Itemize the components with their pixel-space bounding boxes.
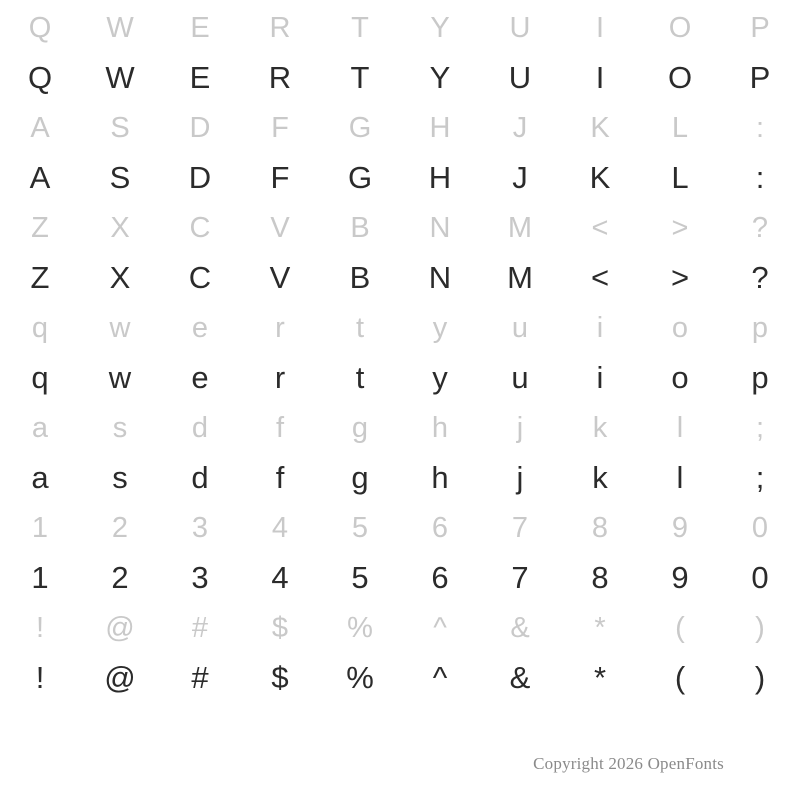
glyph-cell-dark: e [191,360,209,395]
glyph-cell-light: A [30,112,50,144]
glyph-cell-light: V [270,212,290,244]
glyph-cell-light: < [591,212,609,244]
character-row-light [0,206,800,250]
glyph-cell-dark: & [509,660,531,695]
glyph-cell-dark: * [593,660,607,695]
glyph-cell-light: D [189,112,211,144]
glyph-cell-light: F [271,112,289,144]
glyph-cell-dark: $ [271,660,289,695]
glyph-cell-light: ^ [433,612,447,644]
glyph-cell-dark: 6 [431,560,449,595]
glyph-cell-dark: A [29,160,51,195]
character-row-group [0,6,800,106]
glyph-cell-dark: s [112,460,128,495]
glyph-cell-light: @ [105,612,135,644]
character-row-dark [0,250,800,306]
glyph-cell-dark: R [268,60,292,95]
glyph-cell-light: W [106,12,134,44]
glyph-cell-light: j [516,412,524,444]
glyph-cell-light: U [509,12,531,44]
glyph-cell-light: P [750,12,770,44]
glyph-cell-dark: G [347,160,373,195]
glyph-cell-light: Q [28,12,52,44]
glyph-cell-light: 7 [511,512,529,544]
glyph-cell-dark: Z [30,260,50,295]
glyph-cell-dark: 2 [111,560,129,595]
glyph-cell-dark: g [351,460,369,495]
glyph-cell-light: > [671,212,689,244]
glyph-cell-light: % [347,612,373,644]
character-row-light [0,606,800,650]
character-row-light [0,406,800,450]
glyph-cell-light: I [595,12,605,44]
glyph-cell-dark: ; [755,460,765,495]
glyph-cell-light: J [512,112,528,144]
glyph-cell-light: 2 [111,512,129,544]
glyph-cell-dark: % [346,660,374,695]
glyph-cell-dark: W [105,60,135,95]
glyph-cell-light: H [429,112,451,144]
glyph-cell-dark: V [269,260,291,295]
glyph-cell-dark: H [428,160,452,195]
character-row-dark [0,650,800,706]
glyph-cell-dark: X [109,260,131,295]
character-row-dark [0,450,800,506]
glyph-cell-dark: 4 [271,560,289,595]
glyph-cell-light: R [269,12,291,44]
glyph-cell-dark: D [188,160,212,195]
glyph-cell-dark: C [188,260,212,295]
glyph-cell-light: 4 [271,512,289,544]
character-row-group [0,406,800,506]
glyph-cell-dark: N [428,260,452,295]
glyph-cell-dark: a [31,460,49,495]
glyph-cell-dark: f [275,460,285,495]
glyph-cell-dark: P [749,60,771,95]
glyph-cell-light: $ [271,612,289,644]
glyph-cell-dark: o [671,360,689,395]
glyph-cell-dark: I [595,60,605,95]
glyph-cell-light: B [350,212,370,244]
glyph-cell-dark: l [676,460,684,495]
glyph-cell-dark: y [432,360,448,395]
glyph-cell-light: q [31,312,49,344]
glyph-cell-light: 5 [351,512,369,544]
glyph-cell-dark: ) [754,660,766,695]
character-row-group [0,306,800,406]
glyph-cell-light: i [596,312,604,344]
glyph-cell-light: 0 [751,512,769,544]
copyright-notice: Copyright 2026 OpenFonts [533,754,724,773]
character-row-light [0,106,800,150]
character-row-group [0,206,800,306]
glyph-cell-light: g [351,412,369,444]
glyph-cell-light: ! [35,612,45,644]
glyph-cell-light: & [510,612,530,644]
character-row-dark [0,50,800,106]
glyph-cell-dark: p [751,360,769,395]
glyph-cell-dark: Y [429,60,451,95]
glyph-cell-light: y [432,312,448,344]
glyph-cell-dark: < [590,260,610,295]
glyph-cell-light: t [355,312,365,344]
glyph-cell-dark: M [507,260,533,295]
glyph-cell-light: f [275,412,285,444]
glyph-cell-light: 3 [191,512,209,544]
glyph-cell-dark: Q [27,60,53,95]
glyph-cell-light: 9 [671,512,689,544]
glyph-cell-light: * [594,612,606,644]
glyph-cell-light: p [751,312,769,344]
glyph-cell-dark: J [512,160,528,195]
glyph-cell-dark: ! [35,660,45,695]
glyph-cell-dark: > [670,260,690,295]
glyph-cell-light: N [429,212,451,244]
glyph-cell-dark: 5 [351,560,369,595]
glyph-cell-light: 6 [431,512,449,544]
glyph-cell-light: r [275,312,285,344]
glyph-cell-dark: E [189,60,211,95]
glyph-cell-light: e [191,312,209,344]
glyph-cell-light: ; [755,412,765,444]
glyph-cell-dark: r [274,360,286,395]
glyph-cell-dark: @ [104,660,136,695]
glyph-cell-light: # [191,612,209,644]
glyph-cell-dark: j [516,460,524,495]
character-row-light [0,506,800,550]
glyph-cell-light: S [110,112,130,144]
glyph-cell-dark: i [596,360,604,395]
character-row-light [0,6,800,50]
glyph-cell-dark: : [755,160,765,195]
glyph-cell-dark: d [191,460,209,495]
glyph-cell-dark: 3 [191,560,209,595]
glyph-cell-dark: h [431,460,449,495]
glyph-cell-light: ) [755,612,765,644]
glyph-cell-dark: 8 [591,560,609,595]
glyph-cell-light: l [676,412,684,444]
glyph-cell-light: d [191,412,209,444]
glyph-cell-light: 1 [31,512,49,544]
glyph-cell-light: h [431,412,449,444]
glyph-cell-dark: 0 [751,560,769,595]
glyph-cell-light: u [511,312,529,344]
glyph-cell-light: G [348,112,372,144]
character-row-dark [0,350,800,406]
character-row-dark [0,150,800,206]
glyph-cell-dark: K [589,160,611,195]
glyph-cell-dark: t [355,360,365,395]
glyph-cell-dark: ? [751,260,769,295]
glyph-cell-dark: U [508,60,532,95]
glyph-cell-dark: B [349,260,371,295]
glyph-cell-light: M [507,212,533,244]
glyph-cell-dark: S [109,160,131,195]
glyph-cell-light: 8 [591,512,609,544]
glyph-cell-dark: q [31,360,49,395]
glyph-cell-dark: ^ [432,660,448,695]
character-row-group [0,506,800,606]
character-row-group [0,606,800,706]
glyph-cell-light: C [189,212,211,244]
glyph-cell-light: O [668,12,692,44]
glyph-cell-dark: w [108,360,132,395]
glyph-cell-light: o [671,312,689,344]
character-row-group [0,106,800,206]
glyph-cell-light: T [351,12,369,44]
glyph-cell-light: a [31,412,49,444]
glyph-cell-dark: k [592,460,608,495]
character-row-light [0,306,800,350]
glyph-cell-light: Y [430,12,450,44]
glyph-cell-dark: 1 [31,560,49,595]
glyph-cell-dark: 7 [511,560,529,595]
glyph-cell-light: E [190,12,210,44]
glyph-cell-light: ? [751,212,769,244]
glyph-cell-light: X [110,212,130,244]
glyph-cell-light: L [671,112,689,144]
glyph-cell-light: w [109,312,131,344]
glyph-cell-light: s [112,412,128,444]
glyph-cell-light: Z [31,212,49,244]
glyph-cell-dark: 9 [671,560,689,595]
glyph-cell-dark: # [191,660,209,695]
glyph-cell-dark: F [270,160,290,195]
glyph-cell-dark: L [671,160,689,195]
glyph-cell-dark: ( [674,660,686,695]
glyph-cell-light: K [590,112,610,144]
glyph-cell-light: : [755,112,765,144]
glyph-cell-dark: u [511,360,529,395]
glyph-cell-light: ( [675,612,685,644]
character-row-dark [0,550,800,606]
glyph-cell-dark: O [667,60,693,95]
glyph-cell-dark: T [350,60,370,95]
glyph-cell-light: k [592,412,608,444]
